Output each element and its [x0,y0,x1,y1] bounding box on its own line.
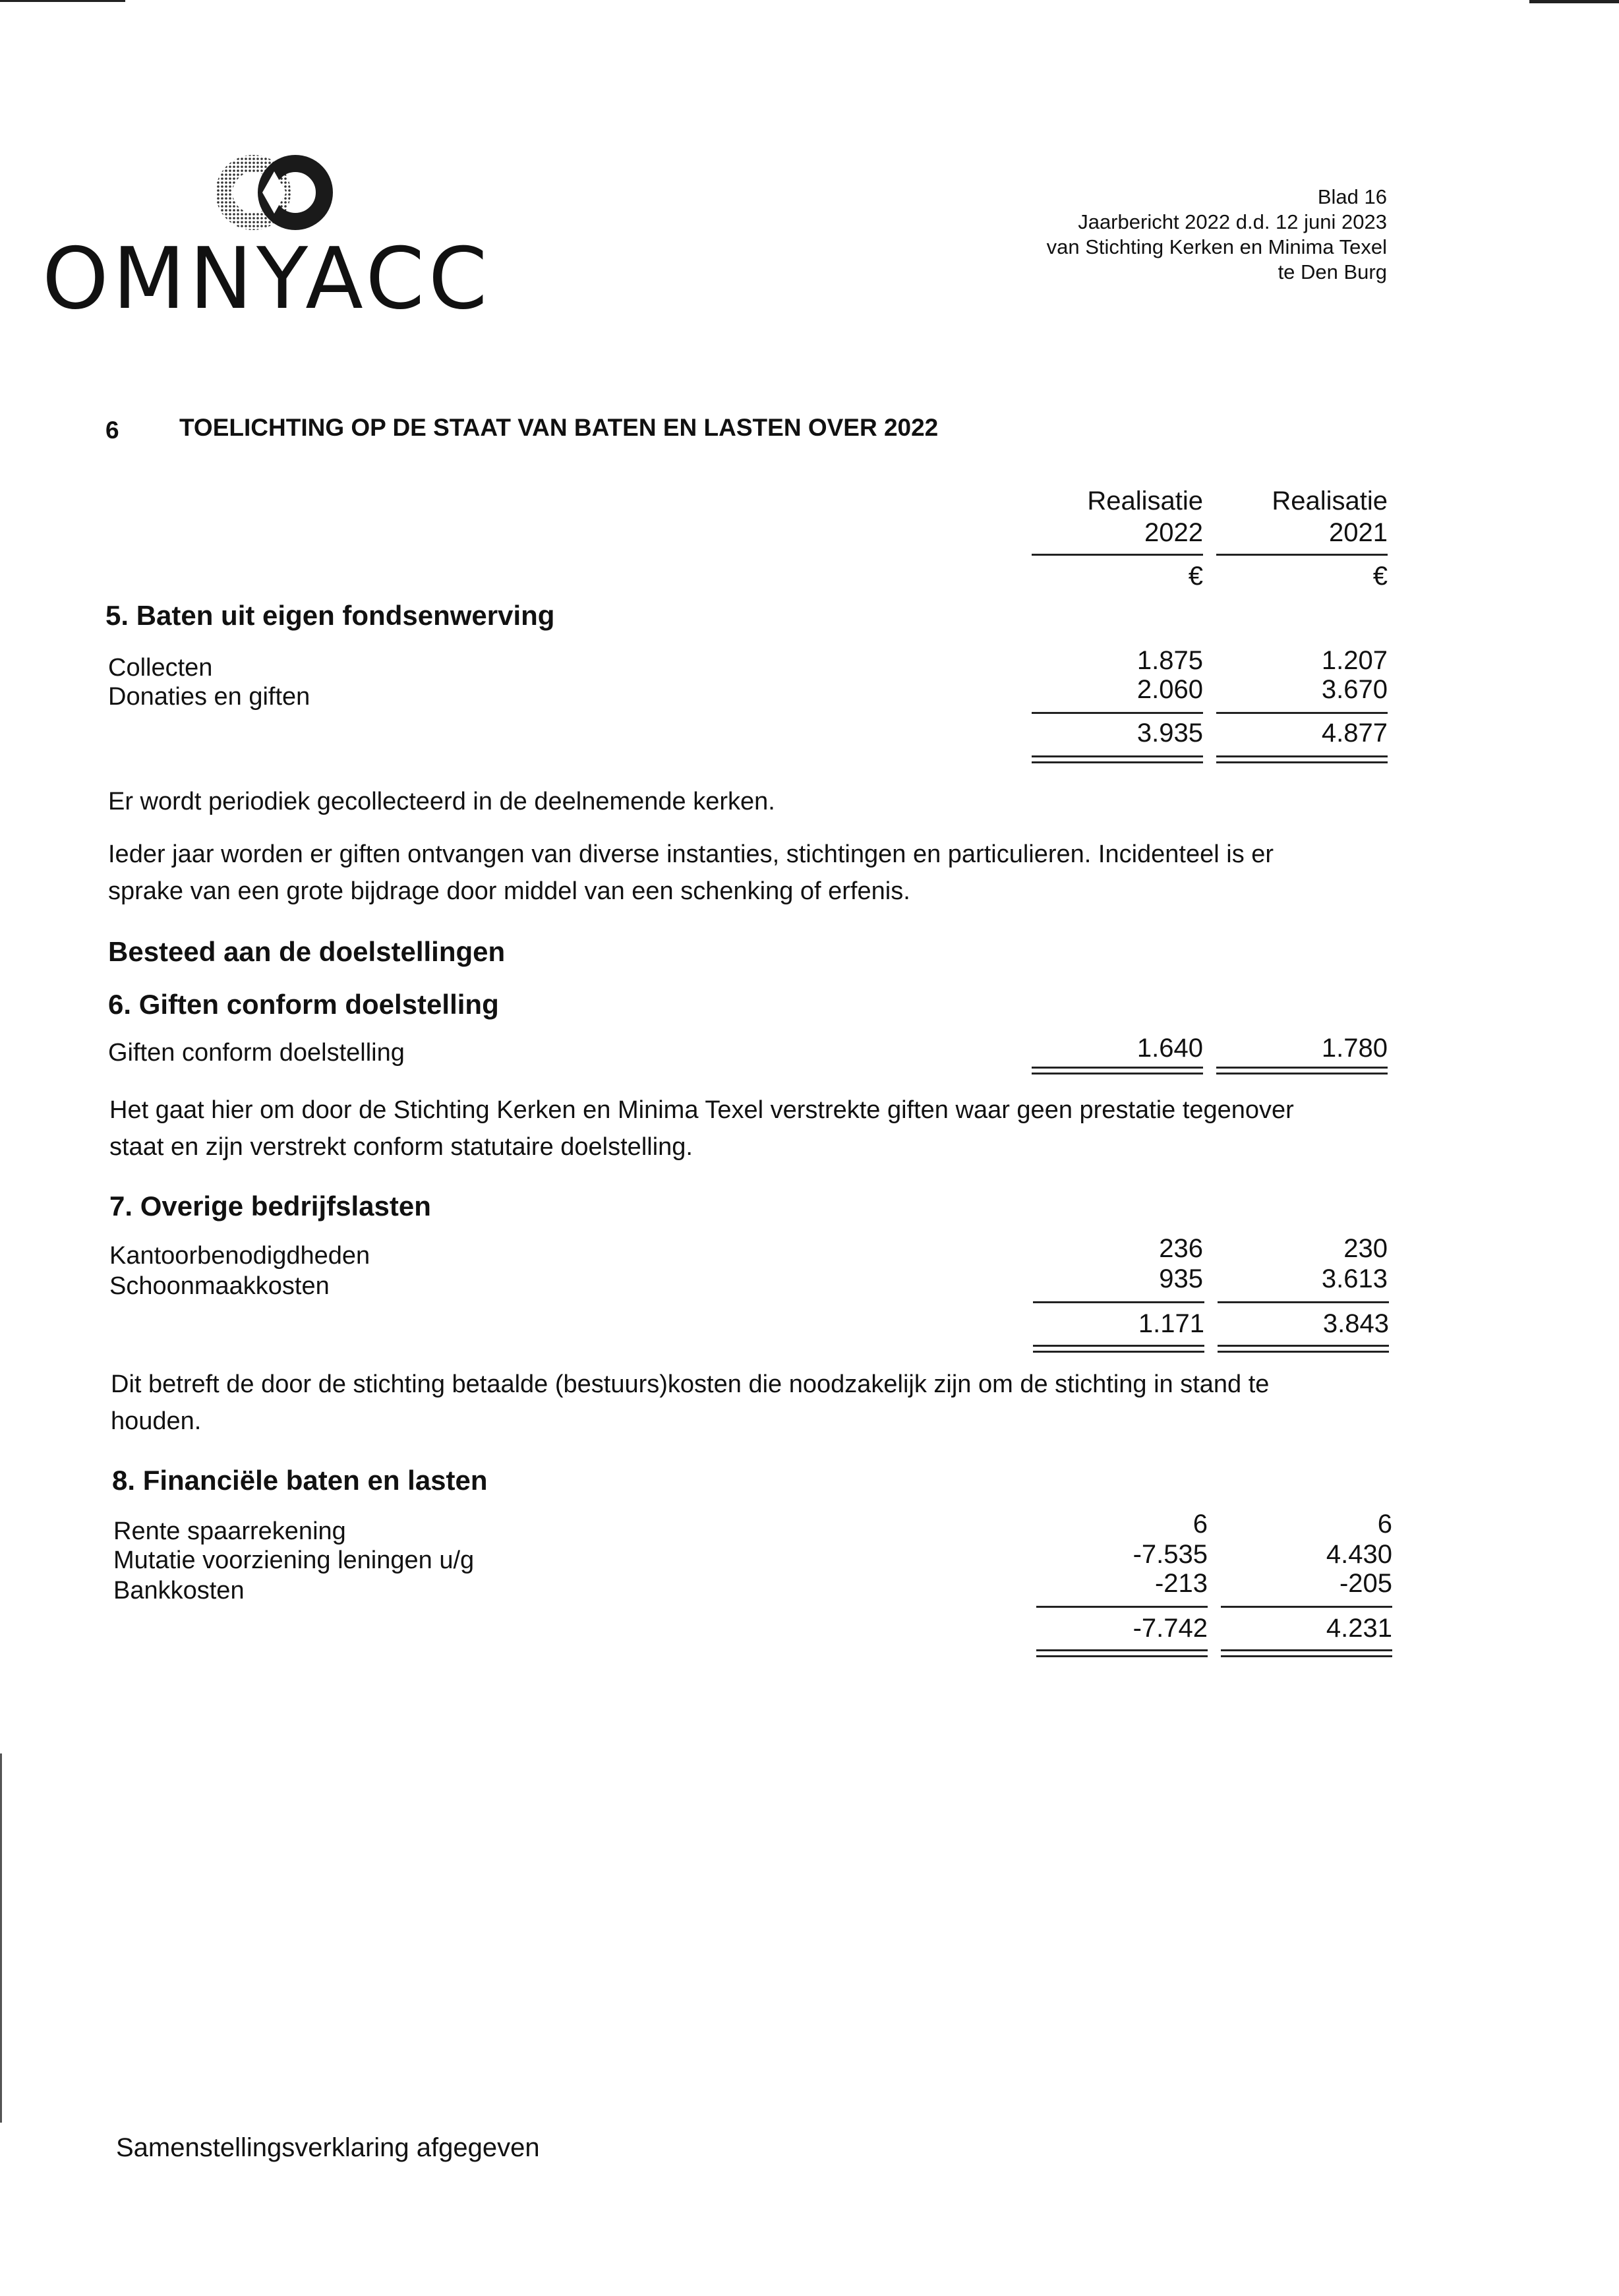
row-value-2021: 3.613 [1321,1264,1388,1293]
note-8-heading: 8. Financiële baten en lasten [112,1465,488,1496]
column-header-2021: Realisatie 2021 [1272,486,1388,547]
row-label-mutatie: Mutatie voorziening leningen u/g [113,1546,475,1574]
total-double-rule [1221,1649,1392,1657]
total-value-2022: -7.742 [1133,1614,1208,1643]
total-double-rule [1032,1067,1203,1074]
organisation-name: van Stichting Kerken en Minima Texel [1046,235,1387,258]
section-number: 6 [105,417,119,444]
total-double-rule [1032,755,1203,763]
subtotal-rule [1032,712,1203,714]
row-value-2021: 4.430 [1326,1540,1392,1569]
note-5-text: Er wordt periodiek gecollecteerd in de deelnemende kerken. [108,788,775,815]
subtotal-rule [1218,1301,1389,1303]
note-6-heading: 6. Giften conform doelstelling [108,989,499,1020]
row-label-kantoor: Kantoorbenodigdheden [109,1242,370,1270]
row-value-2022: 935 [1159,1264,1203,1293]
subtotal-rule [1216,712,1388,714]
row-value-2022: 1.875 [1136,646,1203,675]
subtotal-rule [1036,1606,1208,1608]
row-value-2022: 236 [1159,1234,1203,1263]
note-6-text: Het gaat hier om door de Stichting Kerken en Minima Texel verstrekte giften waar geen prestatie tegenover staat en zijn verstrekt conform statutaire doelstelling. [109,1096,1294,1161]
total-value-2022: 3.935 [1136,719,1203,748]
total-double-rule [1036,1649,1208,1657]
total-double-rule [1218,1345,1389,1353]
page-number: Blad 16 [1317,185,1387,208]
row-value-2021: -205 [1339,1569,1392,1598]
organisation-location: te Den Burg [1278,260,1387,283]
total-double-rule [1033,1345,1204,1353]
row-value-2022: 6 [1192,1510,1208,1539]
row-label-rente: Rente spaarrekening [113,1517,346,1545]
note-5-heading: 5. Baten uit eigen fondsenwerving [105,600,555,631]
section-title: TOELICHTING OP DE STAAT VAN BATEN EN LASTEN OVER 2022 [179,414,939,441]
row-value-2022: -213 [1154,1569,1208,1598]
note-7-heading: 7. Overige bedrijfslasten [109,1191,431,1222]
column-rule [1216,554,1388,556]
row-label-collecten: Collecten [108,654,213,682]
row-value-2021: 230 [1343,1234,1388,1263]
scan-edge-mark [1529,0,1619,3]
note-5-text: Ieder jaar worden er giften ontvangen van diverse instanties, stichtingen en particulieren. Incidenteel is er sprake van een grote bijdrage door middel van een schenking of erfenis. [108,840,1274,905]
row-label-schoonmaak: Schoonmaakkosten [109,1272,330,1300]
currency-2021: € [1372,562,1388,591]
subsection-heading: Besteed aan de doelstellingen [108,936,506,967]
row-value-2021: 3.670 [1321,675,1388,704]
total-value-2021: 4.877 [1321,719,1388,748]
row-value-2021: 6 [1377,1510,1392,1539]
column-header-2022: Realisatie 2022 [1087,486,1203,547]
total-double-rule [1216,1067,1388,1074]
row-value-2022: -7.535 [1133,1540,1208,1569]
row-value-2021: 1.207 [1321,646,1388,675]
row-label-donaties: Donaties en giften [108,683,310,711]
column-rule [1032,554,1203,556]
row-label-bankkosten: Bankkosten [113,1577,245,1604]
report-title: Jaarbericht 2022 d.d. 12 juni 2023 [1078,210,1387,233]
scan-edge-mark [0,0,125,2]
row-value-2022: 2.060 [1136,675,1203,704]
brand-wordmark: OMNYACC [42,230,492,328]
document-header [1047,185,1387,285]
total-value-2021: 3.843 [1322,1309,1389,1338]
subtotal-rule [1033,1301,1204,1303]
row-value-2022: 1.640 [1136,1034,1203,1063]
scan-edge-mark [0,1753,2,2123]
currency-2022: € [1188,562,1203,591]
total-value-2022: 1.171 [1138,1309,1204,1338]
total-value-2021: 4.231 [1326,1614,1392,1643]
footer-note: Samenstellingsverklaring afgegeven [116,2133,540,2162]
omnyacc-logo-icon [208,153,340,232]
row-label-giften: Giften conform doelstelling [108,1039,405,1067]
row-value-2021: 1.780 [1321,1034,1388,1063]
note-7-text: Dit betreft de door de stichting betaalde (bestuurs)kosten die noodzakelijk zijn om de stichting in stand te houden. [111,1370,1270,1435]
subtotal-rule [1221,1606,1392,1608]
total-double-rule [1216,755,1388,763]
